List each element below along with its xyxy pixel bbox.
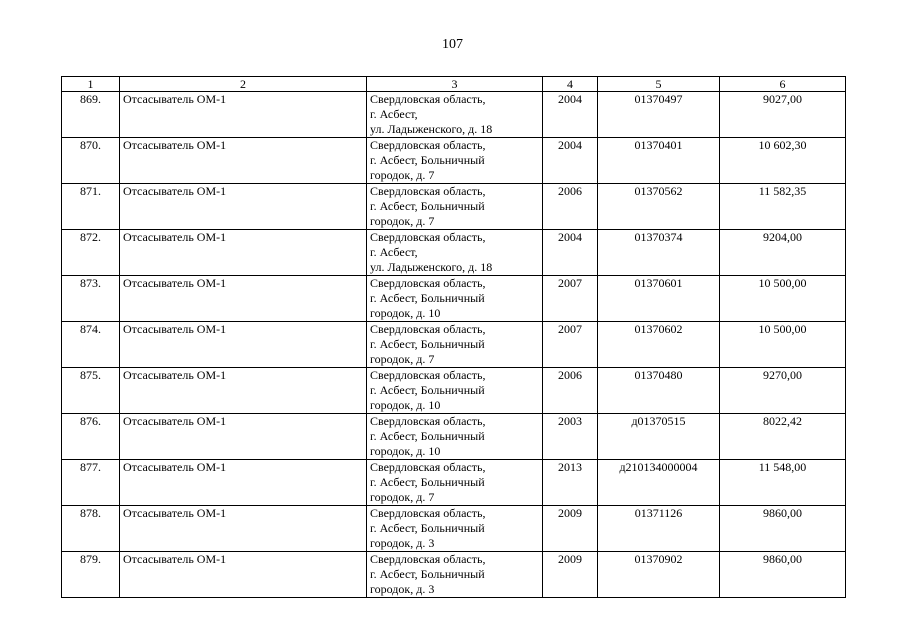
address-line: г. Асбест, Больничный — [370, 521, 485, 535]
row-number: 878. — [62, 506, 120, 552]
item-name: Отсасыватель ОМ-1 — [120, 184, 367, 230]
column-header-3: 3 — [367, 77, 543, 92]
address-line: г. Асбест, Больничный — [370, 153, 485, 167]
row-number: 873. — [62, 276, 120, 322]
address-line: ул. Ладыженского, д. 18 — [370, 122, 493, 136]
column-header-6: 6 — [720, 77, 846, 92]
row-number: 877. — [62, 460, 120, 506]
property-registry-table — [61, 76, 846, 598]
item-year: 2004 — [543, 92, 598, 138]
address-line: городок, д. 10 — [370, 444, 441, 458]
item-cost: 10 602,30 — [720, 138, 846, 184]
address-line: городок, д. 7 — [370, 168, 435, 182]
column-header-5: 5 — [598, 77, 720, 92]
item-address — [367, 184, 543, 230]
address-line: Свердловская область, — [370, 414, 486, 428]
address-line: городок, д. 10 — [370, 398, 441, 412]
address-line: Свердловская область, — [370, 368, 486, 382]
address-line: Свердловская область, — [370, 322, 486, 336]
item-name: Отсасыватель ОМ-1 — [120, 368, 367, 414]
item-year: 2013 — [543, 460, 598, 506]
item-name: Отсасыватель ОМ-1 — [120, 322, 367, 368]
inventory-number: 01370401 — [598, 138, 720, 184]
table-header-row — [62, 77, 846, 92]
item-year: 2007 — [543, 276, 598, 322]
inventory-number: д210134000004 — [598, 460, 720, 506]
address-line: Свердловская область, — [370, 506, 486, 520]
address-line: Свердловская область, — [370, 92, 486, 106]
address-line: городок, д. 10 — [370, 306, 441, 320]
address-line: городок, д. 7 — [370, 214, 435, 228]
item-address — [367, 322, 543, 368]
address-line: Свердловская область, — [370, 552, 486, 566]
address-line: Свердловская область, — [370, 184, 486, 198]
inventory-number: д01370515 — [598, 414, 720, 460]
row-number: 869. — [62, 92, 120, 138]
address-line: Свердловская область, — [370, 138, 486, 152]
item-address — [367, 276, 543, 322]
address-line: г. Асбест, — [370, 107, 418, 121]
table-row — [62, 138, 846, 184]
item-cost: 9860,00 — [720, 506, 846, 552]
table-row — [62, 506, 846, 552]
address-line: городок, д. 3 — [370, 582, 435, 596]
table-row — [62, 230, 846, 276]
inventory-number: 01371126 — [598, 506, 720, 552]
item-address — [367, 506, 543, 552]
item-address — [367, 138, 543, 184]
item-address — [367, 230, 543, 276]
address-line: Свердловская область, — [370, 276, 486, 290]
table-row — [62, 184, 846, 230]
inventory-number: 01370902 — [598, 552, 720, 598]
item-year: 2004 — [543, 230, 598, 276]
address-line: городок, д. 7 — [370, 490, 435, 504]
address-line: городок, д. 3 — [370, 536, 435, 550]
item-name: Отсасыватель ОМ-1 — [120, 506, 367, 552]
item-cost: 10 500,00 — [720, 322, 846, 368]
item-cost: 11 548,00 — [720, 460, 846, 506]
column-header-1: 1 — [62, 77, 120, 92]
item-address — [367, 414, 543, 460]
row-number: 876. — [62, 414, 120, 460]
address-line: г. Асбест, Больничный — [370, 429, 485, 443]
item-year: 2009 — [543, 552, 598, 598]
table-row — [62, 276, 846, 322]
item-address — [367, 92, 543, 138]
row-number: 872. — [62, 230, 120, 276]
item-cost: 10 500,00 — [720, 276, 846, 322]
item-cost: 8022,42 — [720, 414, 846, 460]
address-line: городок, д. 7 — [370, 352, 435, 366]
table-row — [62, 414, 846, 460]
row-number: 879. — [62, 552, 120, 598]
address-line: г. Асбест, Больничный — [370, 475, 485, 489]
row-number: 875. — [62, 368, 120, 414]
table-row — [62, 552, 846, 598]
table-row — [62, 92, 846, 138]
address-line: г. Асбест, Больничный — [370, 383, 485, 397]
inventory-number: 01370497 — [598, 92, 720, 138]
address-line: ул. Ладыженского, д. 18 — [370, 260, 493, 274]
item-name: Отсасыватель ОМ-1 — [120, 414, 367, 460]
page-number: 107 — [442, 37, 463, 52]
item-address — [367, 368, 543, 414]
address-line: г. Асбест, — [370, 245, 418, 259]
item-cost: 9204,00 — [720, 230, 846, 276]
item-address — [367, 552, 543, 598]
item-name: Отсасыватель ОМ-1 — [120, 230, 367, 276]
inventory-number: 01370480 — [598, 368, 720, 414]
inventory-number: 01370374 — [598, 230, 720, 276]
column-header-4: 4 — [543, 77, 598, 92]
item-year: 2007 — [543, 322, 598, 368]
inventory-number: 01370601 — [598, 276, 720, 322]
address-line: г. Асбест, Больничный — [370, 567, 485, 581]
address-line: Свердловская область, — [370, 460, 486, 474]
item-address — [367, 460, 543, 506]
table-row — [62, 368, 846, 414]
item-name: Отсасыватель ОМ-1 — [120, 276, 367, 322]
table-row — [62, 322, 846, 368]
inventory-number: 01370602 — [598, 322, 720, 368]
item-name: Отсасыватель ОМ-1 — [120, 138, 367, 184]
item-name: Отсасыватель ОМ-1 — [120, 92, 367, 138]
row-number: 871. — [62, 184, 120, 230]
column-header-2: 2 — [120, 77, 367, 92]
item-name: Отсасыватель ОМ-1 — [120, 460, 367, 506]
address-line: г. Асбест, Больничный — [370, 291, 485, 305]
inventory-number: 01370562 — [598, 184, 720, 230]
item-name: Отсасыватель ОМ-1 — [120, 552, 367, 598]
address-line: г. Асбест, Больничный — [370, 337, 485, 351]
row-number: 874. — [62, 322, 120, 368]
table-row — [62, 460, 846, 506]
address-line: г. Асбест, Больничный — [370, 199, 485, 213]
item-year: 2006 — [543, 184, 598, 230]
item-cost: 11 582,35 — [720, 184, 846, 230]
item-year: 2004 — [543, 138, 598, 184]
item-year: 2006 — [543, 368, 598, 414]
address-line: Свердловская область, — [370, 230, 486, 244]
item-cost: 9860,00 — [720, 552, 846, 598]
item-cost: 9027,00 — [720, 92, 846, 138]
item-year: 2003 — [543, 414, 598, 460]
row-number: 870. — [62, 138, 120, 184]
item-cost: 9270,00 — [720, 368, 846, 414]
item-year: 2009 — [543, 506, 598, 552]
